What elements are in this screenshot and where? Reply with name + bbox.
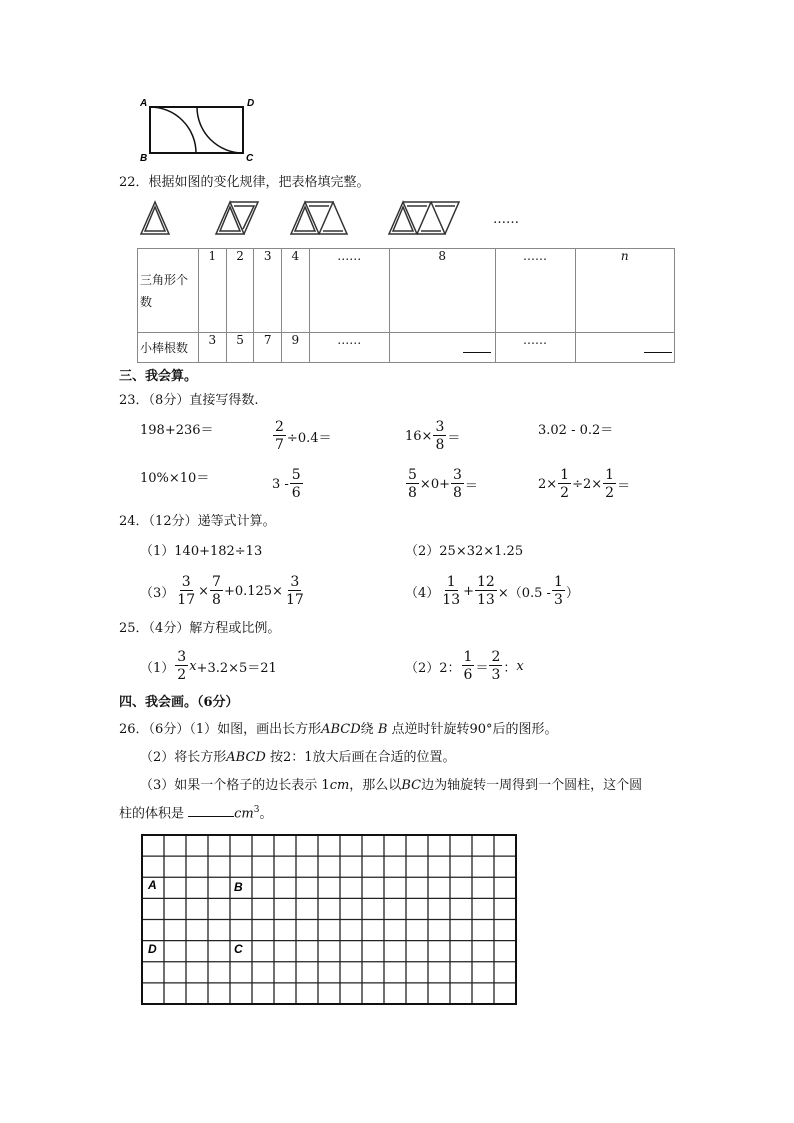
question-23: 23．（8分）直接写得数. xyxy=(119,393,259,408)
triangle-sticks-pattern xyxy=(135,198,515,242)
q26-line-1: 26．（6分）（1）如图，画出长方形ABCD绕 B 点逆时针旋转90°后的图形。 xyxy=(119,722,558,737)
grid-label-d: D xyxy=(148,942,157,956)
table-cell: …… xyxy=(309,333,389,363)
answer-blank-8[interactable] xyxy=(389,333,495,363)
table-cell: …… xyxy=(495,333,575,363)
table-cell: 9 xyxy=(282,333,310,363)
table-cell: 5 xyxy=(226,333,254,363)
q26-line-3: （3）如果一个格子的边长表示 1cm，那么以BC边为轴旋转一周得到一个圆柱，这个圆 xyxy=(140,778,643,793)
q25-part-2: （2）2： $\frac{1}{6}$ ＝ $\frac{2}{3}$ ： x xyxy=(405,649,524,683)
label-a: A xyxy=(140,98,148,109)
q24-part-2: （2）25×32×1.25 xyxy=(405,544,524,559)
square-grid[interactable] xyxy=(140,833,518,1006)
q24-part-3: （3） $\frac{3}{17}$ × $\frac{7}{8}$ +0.125× $\frac{3}{17}$ xyxy=(140,574,304,608)
section-3-heading: 三、我会算。 xyxy=(119,369,198,384)
rectangle-arc-figure xyxy=(138,95,263,165)
question-22: 22．根据如图的变化规律，把表格填完整。 xyxy=(119,175,370,190)
q23-item-g: $\frac{5}{8}$ ×0+ $\frac{3}{8}$ ＝ xyxy=(408,467,478,501)
q23-item-d: 3.02 - 0.2＝ xyxy=(538,423,614,438)
grid-label-a: A xyxy=(148,878,157,892)
table-cell: 1 xyxy=(199,249,227,333)
table-cell: 8 xyxy=(389,249,495,333)
table-cell: 7 xyxy=(254,333,282,363)
table-cell: 4 xyxy=(282,249,310,333)
section-4-heading: 四、我会画。（6分） xyxy=(119,695,239,710)
label-c: C xyxy=(246,153,254,164)
q23-item-e: 10%×10＝ xyxy=(140,471,210,486)
table-cell: 3 xyxy=(199,333,227,363)
answer-blank-n[interactable] xyxy=(575,333,674,363)
label-d: D xyxy=(247,98,255,109)
grid-label-c: C xyxy=(234,942,243,956)
question-25: 25．（4分）解方程或比例。 xyxy=(119,621,281,636)
pattern-ellipsis: …… xyxy=(493,212,519,227)
q23-item-c: 16× $\frac{3}{8}$ ＝ xyxy=(405,419,461,453)
pattern-table xyxy=(137,248,675,363)
row-header-sticks: 小棒根数 xyxy=(138,333,199,363)
table-cell: 2 xyxy=(226,249,254,333)
table-cell: n xyxy=(575,249,674,333)
q23-item-a: 198+236＝ xyxy=(140,423,214,438)
q25-part-1: （1） $\frac{3}{2}$ x +3.2×5＝21 xyxy=(140,649,277,683)
q26-line-4: 柱的体积是 $cm^3$。 xyxy=(119,805,273,822)
q24-part-4: （4） $\frac{1}{13}$ + $\frac{12}{13}$ ×（0.5 - $\frac{1}{3}$ ） xyxy=(405,574,579,608)
q23-item-h: 2× $\frac{1}{2}$ ÷2× $\frac{1}{2}$ ＝ xyxy=(538,467,631,501)
table-cell: 3 xyxy=(254,249,282,333)
q23-item-f: 3 - $\frac{5}{6}$ xyxy=(272,467,301,501)
q26-line-2: （2）将长方形ABCD 按2：1放大后画在合适的位置。 xyxy=(140,750,456,765)
table-cell: …… xyxy=(495,249,575,333)
grid-label-b: B xyxy=(234,880,243,894)
row-header-triangles: 三角形个数 xyxy=(138,249,199,333)
label-b: B xyxy=(140,153,148,164)
table-cell: …… xyxy=(309,249,389,333)
q24-part-1: （1）140+182÷13 xyxy=(140,544,263,559)
question-24: 24．（12分）递等式计算。 xyxy=(119,514,276,529)
q23-item-b: $\frac{2}{7}$ ÷0.4＝ xyxy=(275,419,332,453)
volume-answer-blank[interactable] xyxy=(188,806,234,817)
